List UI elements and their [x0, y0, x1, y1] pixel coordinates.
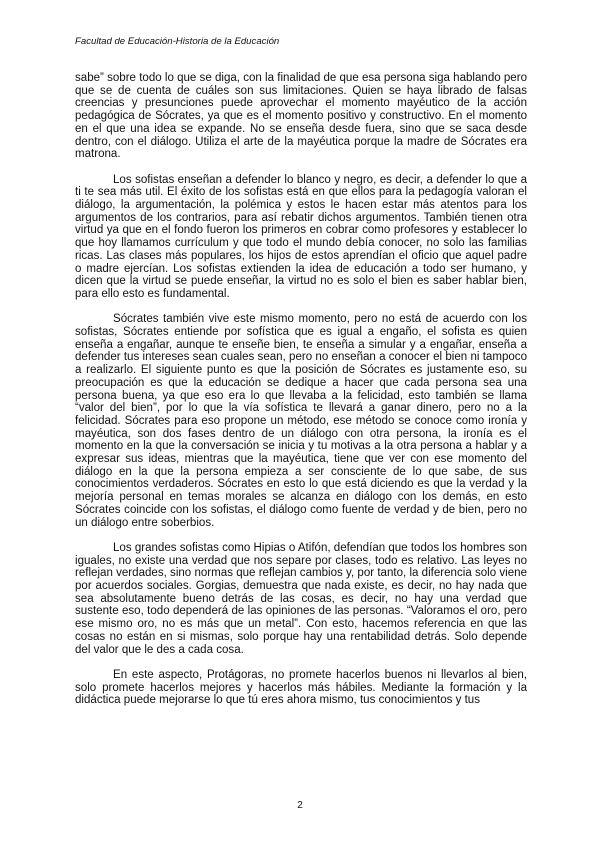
page-header: Facultad de Educación-Historia de la Educación [75, 36, 280, 47]
paragraph-4: Los grandes sofistas como Hipias o Atifón, defendían que todos los hombres son iguales, no existe una verdad que nos separe por clases, todo es relativo. Las leyes no reflejan verdades, sino normas que reflejan cambios y, por tanto, la diferencia solo viene por acuerdos sociales. Gorgias, demuestra que nada existe, es decir, no hay nada que sea absolutamente bueno detrás de las cosas, es decir, no hay una verdad que sustente eso, todo dependerá de las opiniones de las personas. “Valoramos el oro, pero ese mismo oro, no es más que un metal”. Con esto, hacemos referencia en que las cosas no están en si mismas, solo porque hay una rentabilidad detrás. Solo depende del valor que le des a cada cosa. [75, 541, 528, 656]
page-number: 2 [297, 800, 303, 811]
paragraph-3: Sócrates también vive este mismo momento, pero no está de acuerdo con los sofistas, Sócrates entiende por sofística que es igual a engaño, el sofista es quien enseña a engañar, aunque te enseñe bien, te enseña a simular y a engañar, enseña a defender tus intereses sean cuales sean, pero no enseñan a conocer el bien ni tampoco a realizarlo. El siguiente punto es que la posición de Sócrates es justamente eso, su preocupación es que la educación se dedique a hacer que cada persona sea una persona buena, ya que eso era lo que llevaba a la felicidad, esto también se llama “valor del bien”, por lo que la vía sofística te llevará a ganar dinero, pero no a la felicidad. Sócrates para eso propone un método, ese método se conoce como ironía y mayéutica, son dos fases dentro de un diálogo con otra persona, la ironía es el momento en la que la conversación se inicia y tu motivas a la otra persona a hablar y a expresar sus ideas, mientras que la mayéutica, tiene que ver con ese momento del diálogo en la que la persona empieza a ser consciente de lo que sabe, de sus conocimientos verdaderos. Sócrates en esto lo que está diciendo es que la verdad y la mejoría personal en temas morales se alcanza en diálogo con los demás, en esto Sócrates coincide con los sofistas, el diálogo como fuente de verdad y de bien, pero no un diálogo entre soberbios. [75, 313, 527, 529]
paragraph-2: Los sofistas enseñan a defender lo blanco y negro, es decir, a defender lo que a ti te sea más util. El éxito de los sofistas está en que ellos para la pedagogía valoran el diálogo, la argumentación, la polémica y estos le hacen estar más atentos para los argumentos de los contrarios, para así rebatir dichos argumentos. También tienen otra virtud ya que en el fondo fueron los primeros en cobrar como profesores y establecer lo que hoy llamamos currículum y que todo el mundo debía conocer, no solo las familias ricas. Las clases más populares, los hijos de estos aprendían el oficio que aquel padre o madre ejercían. Los sofistas extienden la idea de educación a todo ser humano, y dicen que la virtud se puede enseñar, la virtud no es solo el bien es saber hablar bien, para ello esto es fundamental. [75, 173, 527, 300]
paragraph-1: sabe” sobre todo lo que se diga, con la finalidad de que esa persona siga hablando pero que se de cuenta de cuáles son sus limitaciones. Quien se haya librado de falsas creencias y presunciones puede aprovechar el momento mayéutico de la acción pedagógica de Sócrates, ya que es el momento positivo y constructivo. En el momento en el que una idea se expande. No se enseña desde fuera, sino que se saca desde dentro, con el diálogo. Utiliza el arte de la mayéutica porque la madre de Sócrates era matrona. [75, 72, 527, 161]
paragraph-5: En este aspecto, Protágoras, no promete hacerlos buenos ni llevarlos al bien, solo promete hacerlos mejores y hacerlos más hábiles. Mediante la formación y la didáctica puede mejorarse lo que tú eres ahora mismo, tus conocimientos y tus [75, 668, 527, 707]
document-body [75, 72, 527, 720]
